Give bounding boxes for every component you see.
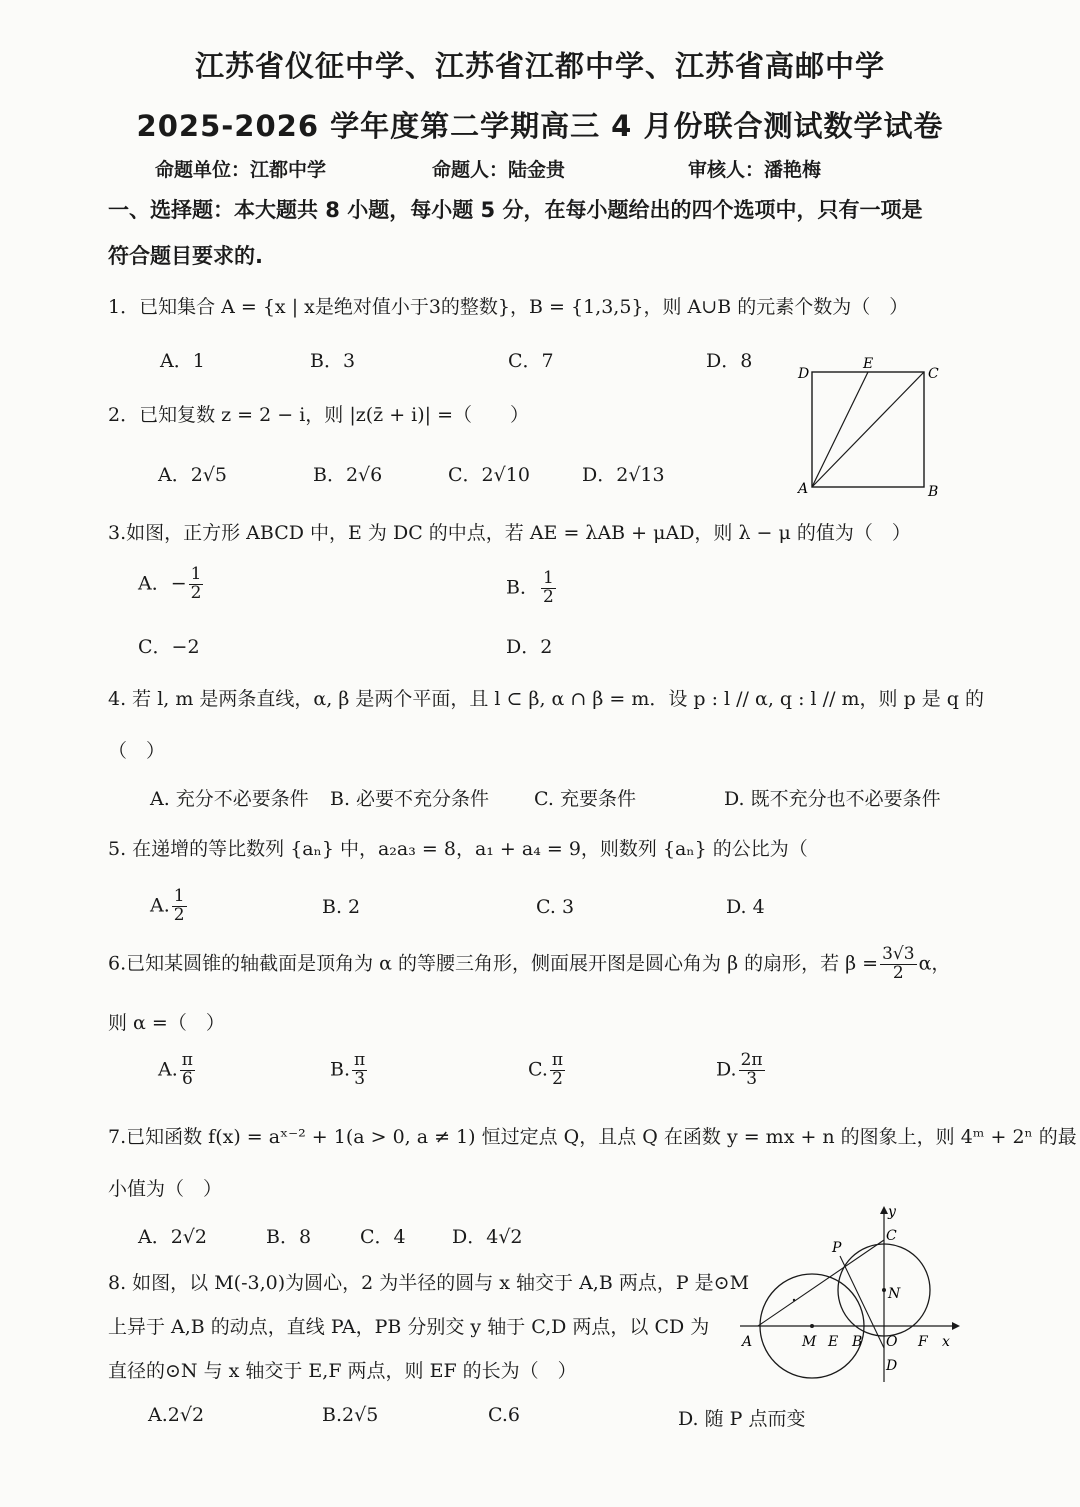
q2-option-b: B．2√6 (313, 464, 383, 486)
q6-stem-fraction (880, 946, 916, 983)
q3-option-b-fraction (541, 570, 556, 607)
q3-option-b-prefix: B． (506, 576, 539, 599)
q8-line3: 直径的⊙N 与 x 轴交于 E,F 两点，则 EF 的长为（ ） (108, 1360, 577, 1382)
q2-option-c: C．2√10 (448, 464, 530, 486)
section-heading-line2: 符合题目要求的. (108, 244, 263, 268)
q3-stem: 3.如图，正方形 ABCD 中，E 为 DC 的中点，若 AE = λAB + μAD，则 λ − μ 的值为（ ） (108, 522, 911, 544)
q2-option-d: D．2√13 (582, 464, 665, 486)
q6-option-d-num: 2π (740, 1050, 763, 1070)
q6-option-d-fraction (739, 1052, 765, 1089)
q7-option-b: B．8 (266, 1226, 312, 1248)
q5-option-a-den: 2 (173, 904, 185, 925)
reviewer: 审核人：潘艳梅 (688, 159, 822, 181)
q4-option-d: D. 既不充分也不必要条件 (724, 788, 941, 810)
q2-option-a: A．2√5 (158, 464, 228, 486)
label-p: P (832, 1240, 842, 1256)
label-x: x (942, 1334, 950, 1350)
q3-option-b-num: 1 (542, 568, 554, 588)
q1-option-c: C．7 (508, 350, 554, 372)
setter-author: 命题人：陆金贵 (432, 159, 566, 181)
line-pa (758, 1240, 884, 1326)
q6-option-c-fraction (550, 1052, 565, 1089)
q6-option-a-fraction (180, 1052, 195, 1089)
segment-ae (812, 372, 868, 487)
q8-line2: 上异于 A,B 的动点，直线 PA，PB 分别交 y 轴于 C,D 两点，以 CD 为 (108, 1316, 710, 1338)
segment-ac (812, 372, 924, 487)
point-n (882, 1288, 886, 1292)
point-m (810, 1324, 814, 1328)
q6-option-b-num: π (354, 1050, 366, 1070)
label-a: A (742, 1334, 753, 1350)
label-b: B (928, 484, 939, 500)
q7-option-a: A．2√2 (138, 1226, 208, 1248)
label-d: D (798, 366, 810, 382)
label-c: C (886, 1228, 897, 1244)
setter-unit: 命题单位：江都中学 (155, 159, 327, 181)
q7-option-c: C．4 (360, 1226, 406, 1248)
q8-option-b: B.2√5 (322, 1404, 379, 1426)
q6-option-a-num: π (181, 1050, 193, 1070)
q3-option-a-den: 2 (190, 582, 202, 603)
q1-option-b: B．3 (310, 350, 356, 372)
label-n: N (888, 1286, 901, 1302)
q6-stem-pre: 6.已知某圆锥的轴截面是顶角为 α 的等腰三角形，侧面展开图是圆心角为 β 的扇形，若 β = (108, 952, 879, 975)
q3-square-figure (790, 356, 950, 502)
x-axis-arrow (952, 1322, 960, 1330)
q5-option-a-num: 1 (173, 886, 185, 906)
q7-stem: 7.已知函数 f(x) = aˣ⁻² + 1(a > 0, a ≠ 1) 恒过定点 Q，且点 Q 在函数 y = mx + n 的图象上，则 4ᵐ + 2ⁿ 的最 (108, 1126, 1077, 1148)
q5-option-c: C. 3 (536, 896, 575, 918)
q4-stem: 4. 若 l, m 是两条直线，α, β 是两个平面，且 l ⊂ β, α ∩ β = m．设 p : l // α, q : l // m，则 p 是 q 的 (108, 688, 985, 710)
label-f: F (918, 1334, 928, 1350)
q6-option-c-num: π (551, 1050, 564, 1070)
label-y: y (888, 1204, 896, 1220)
q3-option-c: C．−2 (138, 636, 200, 658)
q6-stem-post: α， (918, 952, 951, 975)
q3-option-d: D．2 (506, 636, 553, 658)
label-c: C (928, 366, 939, 382)
q5-option-a-prefix: A. (150, 894, 170, 917)
q3-option-a-fraction (189, 566, 204, 603)
q6-option-c-den: 2 (552, 1068, 563, 1089)
q4-option-c: C. 充要条件 (534, 788, 636, 810)
label-e: E (863, 356, 874, 372)
q8-option-c: C.6 (488, 1404, 520, 1426)
q3-option-a (138, 566, 205, 603)
q1-option-d: D．8 (706, 350, 753, 372)
q6-line2: 则 α =（ ） (108, 1012, 225, 1034)
q3-option-a-num: 1 (190, 564, 202, 584)
q3-option-b-den: 2 (542, 586, 554, 607)
q6-option-d (716, 1052, 767, 1089)
q6-option-b-den: 3 (354, 1068, 366, 1089)
q6-option-a-prefix: A. (158, 1058, 178, 1081)
label-b: B (852, 1334, 863, 1350)
q6-option-c-prefix: C. (528, 1058, 548, 1081)
q6-option-d-prefix: D. (716, 1058, 737, 1081)
q6-stem-den: 2 (892, 962, 904, 983)
label-m: M (802, 1334, 817, 1350)
label-d: D (886, 1358, 898, 1374)
q3-option-b (506, 570, 558, 607)
label-o: O (886, 1334, 898, 1350)
q6-stem-num: 3√3 (882, 944, 915, 964)
q7-line2: 小值为（ ） (108, 1178, 223, 1200)
q8-circle-figure (736, 1200, 966, 1386)
section-heading-line1: 一、选择题：本大题共 8 小题，每小题 5 分，在每小题给出的四个选项中，只有一项是 (108, 198, 923, 222)
q6-option-b (330, 1052, 369, 1089)
point-dot (793, 1299, 795, 1301)
q1-stem: 1．已知集合 A = {x | x是绝对值小于3的整数}，B = {1,3,5}，则 A∪B 的元素个数为（ ） (108, 296, 909, 318)
q8-line1: 8. 如图，以 M(-3,0)为圆心，2 为半径的圆与 x 轴交于 A,B 两点，P 是⊙M (108, 1272, 750, 1294)
q7-option-d: D．4√2 (452, 1226, 523, 1248)
q5-option-a (150, 888, 189, 925)
q3-option-a-prefix: A．− (138, 572, 187, 595)
q5-option-a-fraction (172, 888, 187, 925)
q6-option-a (158, 1052, 197, 1089)
q2-stem: 2．已知复数 z = 2 − i，则 |z(z̄ + i)| =（ ） (108, 404, 530, 426)
q8-option-d: D. 随 P 点而变 (678, 1408, 806, 1430)
page-title-line1: 江苏省仪征中学、江苏省江都中学、江苏省高邮中学 (194, 49, 885, 83)
page-title-line2: 2025-2026 学年度第二学期高三 4 月份联合测试数学试卷 (136, 109, 944, 143)
q4-paren: （ ） (108, 740, 166, 762)
q8-option-a: A.2√2 (148, 1404, 205, 1426)
q6-option-b-fraction (352, 1052, 367, 1089)
label-e: E (828, 1334, 839, 1350)
label-a: A (798, 481, 809, 497)
q6-option-d-den: 3 (746, 1068, 758, 1089)
y-axis-arrow (880, 1206, 888, 1214)
q6-stem (108, 946, 950, 983)
q4-option-b: B. 必要不充分条件 (330, 788, 490, 810)
q6-option-b-prefix: B. (330, 1058, 351, 1081)
q1-option-a: A．1 (160, 350, 205, 372)
q5-option-b: B. 2 (322, 896, 361, 918)
q5-option-d: D. 4 (726, 896, 765, 918)
q6-option-c (528, 1052, 567, 1089)
q6-option-a-den: 6 (181, 1068, 193, 1089)
q5-stem: 5. 在递增的等比数列 {aₙ} 中，a₂a₃ = 8，a₁ + a₄ = 9，则数列 {aₙ} 的公比为（ (108, 838, 808, 860)
q4-option-a: A. 充分不必要条件 (150, 788, 309, 810)
